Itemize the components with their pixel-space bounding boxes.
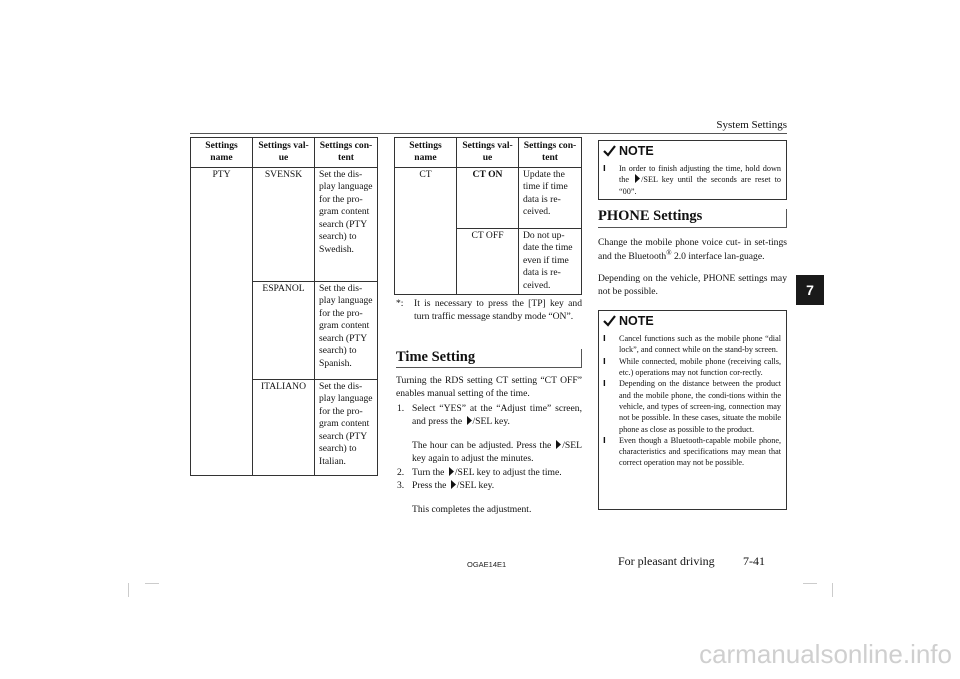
- header-divider: [190, 133, 787, 134]
- step-text-end: /SEL key to adjust the time.: [454, 466, 562, 478]
- step-text-end: /SEL key.: [472, 416, 510, 428]
- bullet-icon: l: [603, 356, 606, 366]
- phone-text-end: 2.0 interface lan-guage.: [671, 251, 765, 263]
- time-setting-intro: Turning the RDS setting CT setting “CT OFF” enables manual setting of the time.: [396, 375, 582, 400]
- setting-name: CT: [395, 168, 457, 295]
- table-row: [191, 168, 378, 282]
- chapter-tab: 7: [796, 275, 824, 305]
- step-number: 3.: [397, 480, 405, 492]
- note-text-end: /SEL key until the seconds are reset to “00”.: [619, 175, 781, 196]
- table-header-row: [395, 138, 582, 168]
- footnote: [396, 298, 582, 324]
- bullet-icon: l: [603, 164, 606, 173]
- table-header-row: [191, 138, 378, 168]
- col-header-values: Settings val-ue: [457, 138, 519, 168]
- step-sub-text-end: /SEL key again to adjust the minutes.: [412, 439, 582, 465]
- step-text: Select “YES” at the “Adjust time” screen, and press the: [412, 403, 582, 428]
- play-sel-key-icon: [449, 480, 457, 489]
- section-divider-tick: [786, 209, 787, 227]
- phone-settings-para-2: Depending on the vehicle, PHONE settings may not be possible.: [598, 273, 787, 298]
- step-text-end: /SEL key.: [456, 480, 495, 492]
- col-header-name: Settings name: [395, 138, 457, 168]
- note-body: [603, 333, 781, 469]
- step-sub-text-start: The hour can be adjusted. Press the: [412, 439, 555, 451]
- section-divider: [396, 367, 582, 368]
- phone-text: Change the mobile phone voice cut- in set-tings and the Bluetooth: [598, 237, 787, 263]
- table-row: [395, 168, 582, 229]
- footnote-text: It is necessary to press the [TP] key and turn traffic message standby mode “ON”.: [414, 298, 582, 322]
- step-text: Press the: [412, 480, 449, 492]
- note-text: Depending on the distance between the product and the mobile phone, the condi-tions within the vehicle, and types of screen-ing, connection may not be possible. In these cases, situate the mobile phone as close as possible to the product.: [619, 379, 781, 434]
- note-bullet: [603, 378, 781, 435]
- footnote-mark: *:: [396, 298, 404, 309]
- setting-name: PTY: [191, 168, 253, 476]
- step-1: [397, 402, 582, 466]
- note-heading: [603, 143, 654, 160]
- note-label: NOTE: [619, 144, 654, 158]
- watermark: carmanualsonline.info: [699, 638, 952, 669]
- step-sub-text: [412, 439, 582, 466]
- section-divider-tick: [581, 349, 582, 367]
- step-text: Turn the: [412, 466, 447, 478]
- crop-mark: [145, 583, 159, 584]
- note-label: NOTE: [619, 314, 654, 328]
- note-bullet: [603, 333, 781, 356]
- crop-mark: [128, 583, 129, 597]
- step-number: 1.: [397, 403, 405, 414]
- note-body: [603, 163, 781, 197]
- note-bullet: [603, 163, 781, 197]
- time-setting-steps: [397, 402, 582, 516]
- note-box-phone: [598, 310, 787, 510]
- setting-content: Update the time if time data is re-ceived.: [519, 168, 582, 229]
- setting-value: SVENSK: [253, 168, 315, 282]
- document-code: OGAE14E1: [467, 560, 507, 569]
- bullet-icon: l: [603, 435, 606, 445]
- col-header-values: Settings val-ue: [253, 138, 315, 168]
- setting-value: ITALIANO: [253, 380, 315, 476]
- play-sel-key-icon: [465, 416, 473, 425]
- step-2: [397, 466, 582, 479]
- pty-settings-table: [190, 137, 378, 476]
- setting-value: ESPANOL: [253, 282, 315, 380]
- note-text: While connected, mobile phone (receiving calls, etc.) operations may not function cor-rectly.: [619, 356, 781, 377]
- note-box-time: [598, 140, 787, 200]
- section-divider: [598, 227, 787, 228]
- step-sub-text: This completes the adjustment.: [412, 503, 532, 515]
- time-setting-heading: Time Setting: [396, 349, 476, 365]
- footer-section: For pleasant driving: [618, 554, 715, 568]
- col-header-contents: Settings con-tent: [519, 138, 582, 168]
- bullet-icon: l: [603, 334, 606, 343]
- running-header: System Settings: [716, 119, 787, 131]
- note-text: In order to finish adjusting the time, hold down the: [619, 164, 781, 185]
- note-bullet: [603, 435, 781, 469]
- step-3: [397, 479, 582, 516]
- setting-value: CT ON: [457, 168, 519, 229]
- setting-content: Set the dis-play language for the pro-gram content search (PTY search) to Swedish.: [315, 168, 378, 282]
- note-heading: [603, 313, 654, 330]
- col-header-name: Settings name: [191, 138, 253, 168]
- phone-settings-para: [598, 236, 787, 264]
- note-check-icon: [603, 315, 616, 327]
- setting-content: Do not up-date the time even if time data is re-ceived.: [519, 229, 582, 295]
- ct-settings-table: [394, 137, 582, 295]
- crop-mark: [832, 583, 833, 597]
- bullet-icon: l: [603, 379, 606, 389]
- setting-content: Set the dis-play language for the pro-gram content search (PTY search) to Spanish.: [315, 282, 378, 380]
- play-sel-key-icon: [633, 174, 641, 183]
- registered-mark: ®: [666, 249, 672, 258]
- setting-value: CT OFF: [457, 229, 519, 295]
- note-text: Even though a Bluetooth-capable mobile phone, characteristics and specifications may mean that correct operation may not be possible.: [619, 435, 781, 468]
- col-header-contents: Settings con-tent: [315, 138, 378, 168]
- note-bullet: [603, 356, 781, 379]
- setting-content: Set the dis-play language for the pro-gram content search (PTY search) to Italian.: [315, 380, 378, 476]
- crop-mark: [803, 583, 817, 584]
- play-sel-key-icon: [447, 467, 455, 476]
- note-check-icon: [603, 145, 616, 157]
- page-number: 7-41: [743, 554, 765, 568]
- note-text: Cancel functions such as the mobile phone “dial lock”, and connect while on the stand-by screen.: [619, 334, 781, 355]
- phone-settings-heading: PHONE Settings: [598, 208, 703, 224]
- step-number: 2.: [397, 466, 405, 478]
